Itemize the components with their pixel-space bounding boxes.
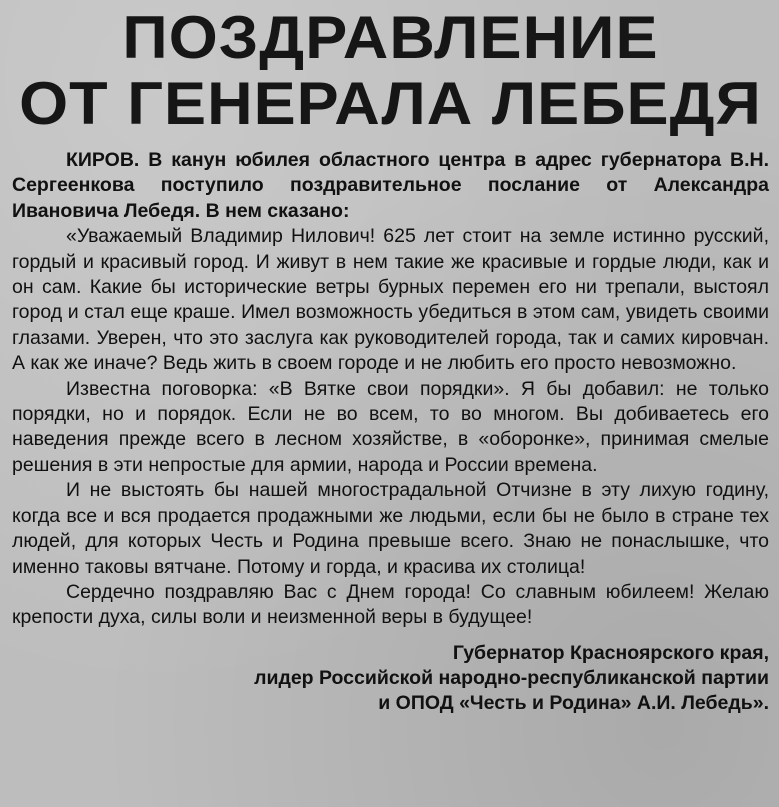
article-paragraph: Сердечно поздравляю Вас с Днем города! Со славным юбилеем! Желаю крепости духа, силы воли и неизменной веры в будущее! <box>12 580 769 629</box>
article-body <box>12 148 769 631</box>
signature-line-3: и ОПОД «Честь и Родина» А.И. Лебедь». <box>378 691 769 714</box>
article-paragraph: «Уважаемый Владимир Нилович! 625 лет стоит на земле истинно русский, гордый и красивый город. И живут в нем такие же красивые и гордые люди, как и он сам. Какие бы исторические ветры бурных перемен его ни трепали, выстоял город и стал еще краше. Имел возможность убедиться в этом сам, увидеть своими глазами. Уверен, что это заслуга как руководителей города, так и самих кировчан. А как же иначе? Ведь жить в своем городе и не любить его просто невозможно. <box>12 225 769 375</box>
headline-line-2: ОТ ГЕНЕРАЛА ЛЕБЕДЯ <box>19 70 762 137</box>
signature-block <box>12 641 769 716</box>
article-paragraph: Известна поговорка: «В Вятке свои порядки». Я бы добавил: не только порядки, но и порядок. Если не во всем, то во многом. Вы добиваетесь его наведения прежде всего в лесном хозяйстве, в «оборонке», принимая смелые решения в эти непростые для армии, народа и России времена. <box>12 377 769 476</box>
signature-line-2: лидер Российской народно-республиканской партии <box>254 666 769 689</box>
article-paragraph: И не выстоять бы нашей многострадальной Отчизне в эту лихую годину, когда все и вся продается продажными же людьми, если бы не было в стране тех людей, для которых Честь и Родина превыше всего. Знаю не понаслышке, что именно таковы вятчане. Потому и горда, и красива их столица! <box>12 479 769 578</box>
article-lead: КИРОВ. В канун юбилея областного центра в адрес губернатора В.Н. Сергеенкова поступило поздравительное послание от Александра Ивановича Лебедя. В нем сказано: <box>12 149 769 222</box>
signature-line-1: Губернатор Красноярского края, <box>452 641 769 664</box>
headline-line-1: ПОЗДРАВЛЕНИЕ <box>122 4 659 71</box>
